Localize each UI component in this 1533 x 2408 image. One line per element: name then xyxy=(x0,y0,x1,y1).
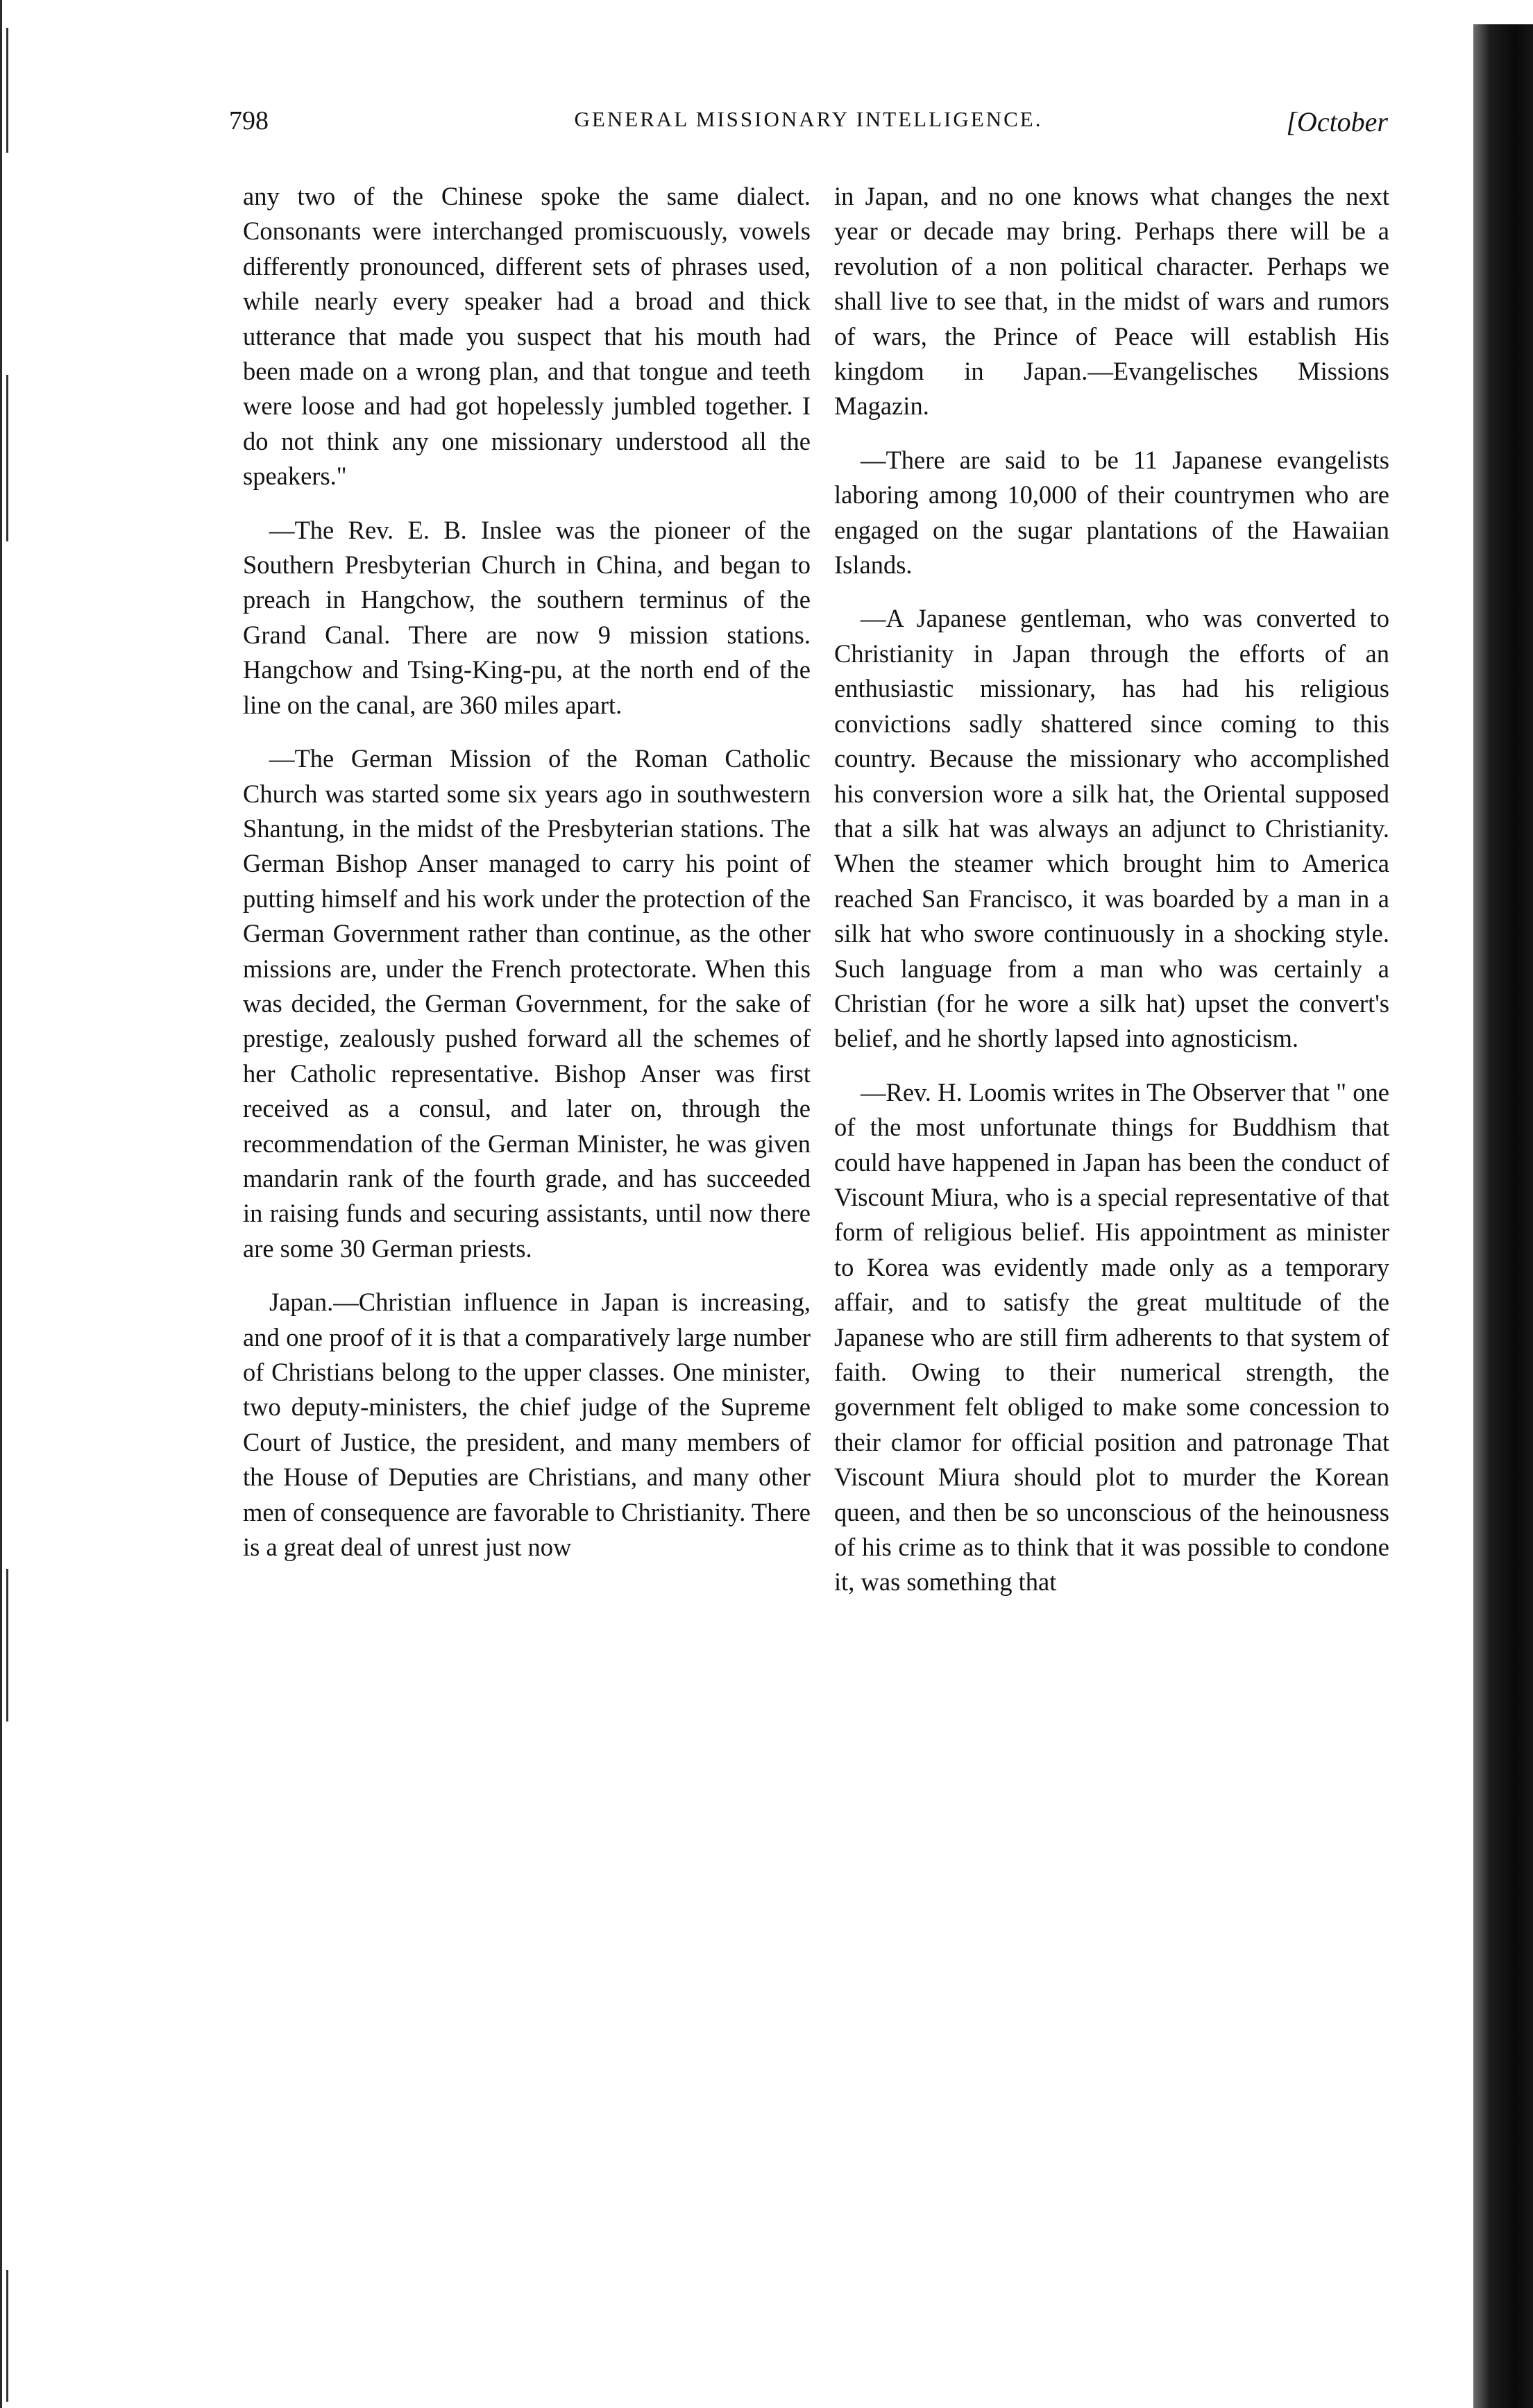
paragraph-loomis-miura: —Rev. H. Loomis writes in The Observer that " one of the most unfortunate things for Buddhism that could have happened in Japan has been the conduct of Viscount Miura, who is a special representative of that form of religious belief. His appointment as minister to Korea was evidently made only as a temporary affair, and to satisfy the great multitude of the Japanese who are still firm adherents to that system of faith. Owing to their numerical strength, the government felt obliged to make some concession to their clamor for official position and patronage That Viscount Miura should plot to murder the Korean queen, and then be so unconscious of the heinousness of his crime as to think that it was possible to condone it, was something that xyxy=(834,1077,1389,1597)
edge-scan-mark xyxy=(6,28,8,153)
right-column xyxy=(834,179,1389,1619)
running-header xyxy=(229,97,1388,146)
paragraph-inslee: —The Rev. E. B. Inslee was the pioneer of the Southern Presbyterian Church in China, and began to preach in Hangchow, the southern terminus of the Grand Canal. There are now 9 mission stations. Hangchow and Tsing-King-pu, at the north end of the line on the canal, are 360 miles apart. xyxy=(243,515,811,719)
paragraph-japan: Japan.—Christian influence in Japan is increasing, and one proof of it is that a comparatively large number of Christians belong to the upper classes. One minister, two deputy-ministers, the chief judge of the Supreme Court of Justice, the president, and many members of the House of Deputies are Christians, and many other men of consequence are favorable to Christianity. There is a great deal of unrest just now xyxy=(243,1288,811,1562)
paragraph-silk-hat: —A Japanese gentleman, who was converted to Christianity in Japan through the efforts of an enthusiastic missionary, has had his religious convictions sadly shattered since coming to this country. Because the missionary who accomplished his conversion wore a silk hat, the Oriental supposed that a silk hat was always an adjunct to Christianity. When the steamer which brought him to America reached San Francisco, it was boarded by a man in a silk hat who swore continuously in a shocking style. Such language from a man who was certainly a Christian (for he wore a silk hat) upset the convert's belief, and he shortly lapsed into agnosticism. xyxy=(834,604,1389,1053)
running-title: GENERAL MISSIONARY INTELLIGENCE. xyxy=(574,107,1043,131)
edge-scan-mark xyxy=(6,375,8,541)
paragraph-hawaii-evangelists: —There are said to be 11 Japanese evangelists laboring among 10,000 of their countrymen who are engaged on the sugar plantations of the Hawaiian Islands. xyxy=(834,445,1389,580)
issue-month: [October xyxy=(1286,106,1388,137)
edge-scan-mark xyxy=(6,2270,8,2402)
edge-scan-mark xyxy=(6,1569,8,1721)
page-number: 798 xyxy=(229,106,269,135)
page-binding-shadow xyxy=(1473,24,1533,2408)
page-left-edge xyxy=(0,0,23,2408)
left-column xyxy=(243,179,811,1583)
paragraph-chinese-dialects: any two of the Chinese spoke the same dialect. Consonants were interchanged promiscuously, vowels differently pronounced, different sets of phrases used, while nearly every speaker had a broad and thick utterance that made you suspect that his mouth had been made on a wrong plan, and that tongue and teeth were loose and had got hopelessly jumbled together. I do not think any one missionary understood all the speakers." xyxy=(243,182,811,491)
paragraph-german-mission: —The German Mission of the Roman Catholic Church was started some six years ago in southwestern Shantung, in the midst of the Presbyterian stations. The German Bishop Anser managed to carry his point of putting himself and his work under the protection of the German Government rather than continue, as the other missions are, under the French protectorate. When this was decided, the German Government, for the sake of prestige, zealously pushed forward all the schemes of her Catholic representative. Bishop Anser was first received as a consul, and later on, through the recommendation of the German Minister, he was given mandarin rank of the fourth grade, and has succeeded in raising funds and securing assistants, until now there are some 30 German priests. xyxy=(243,744,811,1263)
paragraph-japan-continued: in Japan, and no one knows what changes the next year or decade may bring. Perhaps there will be a revolution of a non political character. Perhaps we shall live to see that, in the midst of wars and rumors of wars, the Prince of Peace will establish His kingdom in Japan.—Evangelisches Missions Magazin. xyxy=(834,182,1389,421)
